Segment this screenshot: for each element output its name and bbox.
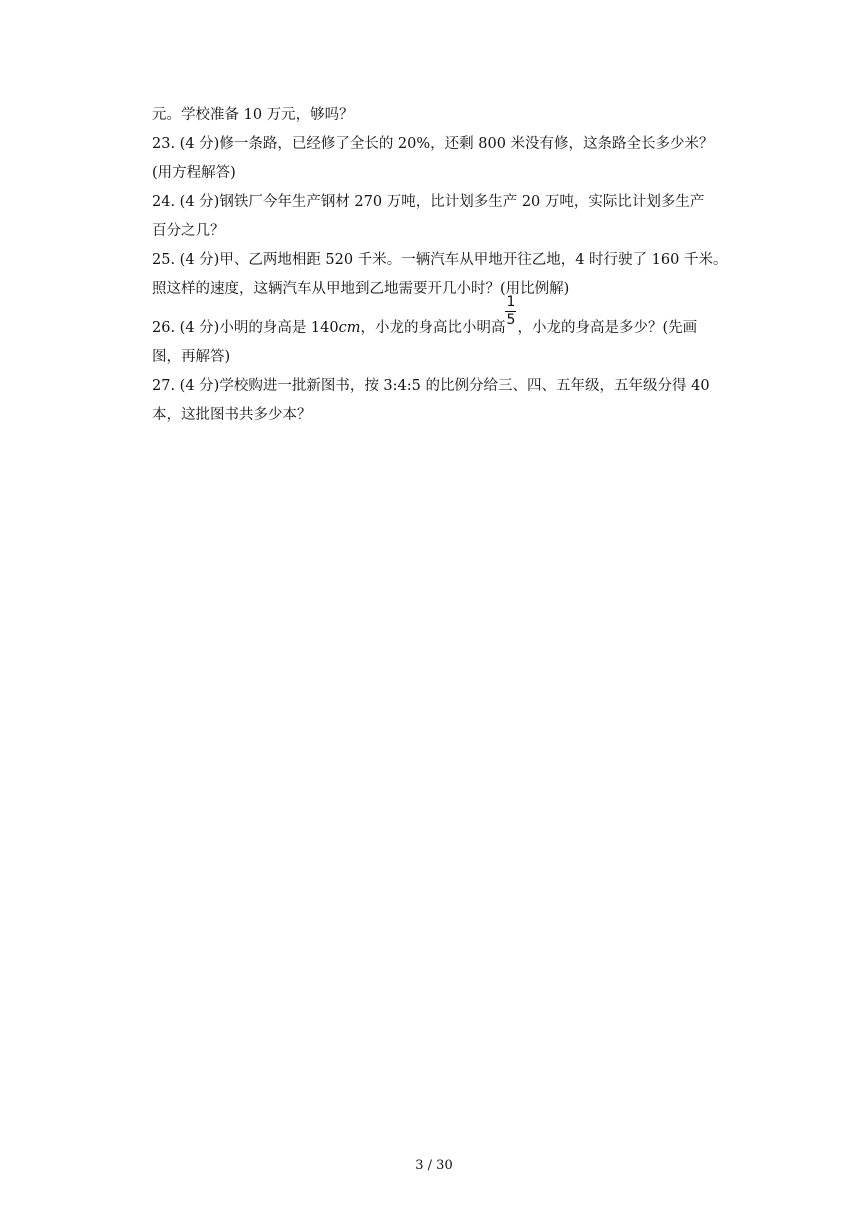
question-25-line-2: 照这样的速度，这辆汽车从甲地到乙地需要开几小时？(用比例解)	[152, 281, 570, 297]
question-27-line-1: 27. (4 分)学校购进一批新图书，按 3:4:5 的比例分给三、四、五年级，五年级分得 40	[152, 378, 710, 394]
question-26-text-mid: ，小龙的身高比小明高	[360, 320, 506, 336]
fraction-numerator: 1	[506, 294, 516, 310]
fraction-one-fifth	[505, 294, 517, 332]
question-26-line-2: 图，再解答)	[152, 349, 231, 365]
question-25-line-1: 25. (4 分)甲、乙两地相距 520 千米。一辆汽车从甲地开往乙地，4 时行驶了 160 千米。	[152, 252, 728, 268]
question-24-line-2: 百分之几？	[152, 223, 225, 239]
page-number: 3 / 30	[415, 1158, 453, 1173]
question-26-text-start: 26. (4 分)小明的身高是 140	[152, 320, 339, 336]
question-26-text-end: ，小龙的身高是多少？(先画	[517, 320, 698, 336]
question-26-line-1	[152, 294, 752, 343]
fraction-denominator: 5	[506, 312, 516, 328]
question-23-line-1: 23. (4 分)修一条路，已经修了全长的 20%，还剩 800 米没有修，这条路全长多少米？	[152, 136, 714, 152]
question-list	[152, 101, 752, 430]
question-24-line-1: 24. (4 分)钢铁厂今年生产钢材 270 万吨，比计划多生产 20 万吨，实际比计划多生产	[152, 194, 705, 210]
question-22-tail: 元。学校准备 10 万元，够吗？	[152, 107, 354, 123]
question-27-line-2: 本，这批图书共多少本？	[152, 407, 312, 423]
question-23-line-2: (用方程解答)	[152, 165, 236, 181]
question-26-unit: cm	[338, 320, 361, 336]
